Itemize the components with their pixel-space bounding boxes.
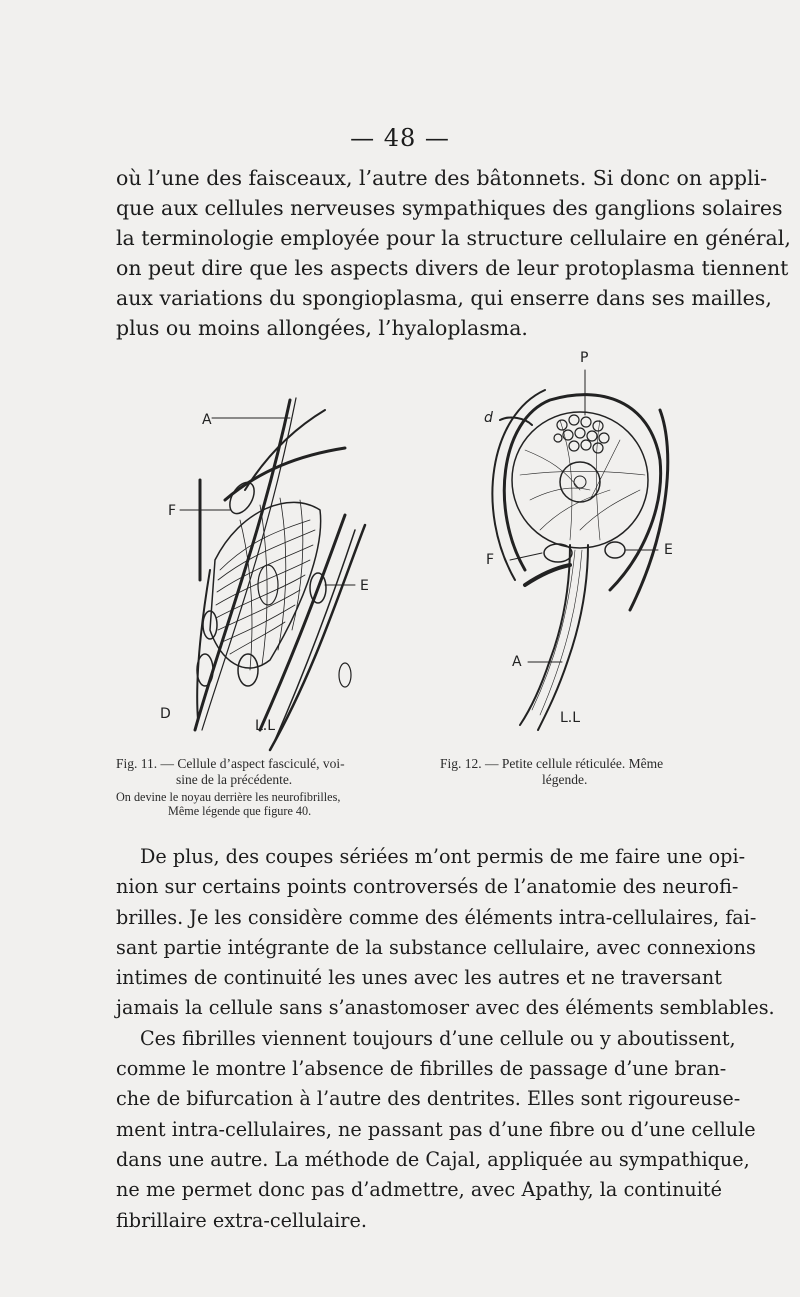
text-line: comme le montre l’absence de fibrilles de passage d’une bran- [116,1057,727,1081]
text-line: ne me permet donc pas d’admettre, avec Apathy, la continuité [116,1178,722,1202]
text-line: plus ou moins allongées, l’hyaloplasma. [116,316,528,340]
figure-11-caption [116,756,416,818]
caption-note: On devine le noyau derrière les neurofibrilles, [116,790,341,804]
label-ll: L.L [255,718,276,734]
caption-line: légende. [542,772,588,787]
label-d: d [484,410,493,426]
paragraph-bottom [116,842,775,1236]
text-line: jamais la cellule sans s’anastomoser avec des éléments semblables. [116,996,775,1020]
text-line: brilles. Je les considère comme des éléments intra-cellulaires, fai- [116,905,757,929]
figure-11-illustration [150,380,390,755]
text-line: sant partie intégrante de la substance cellulaire, avec connexions [116,935,756,959]
figure-12-caption [440,756,740,788]
text-line: fibrillaire extra-cellulaire. [116,1208,367,1232]
text-line: che de bifurcation à l’autre des dentrites. Elles sont rigoureuse- [116,1087,741,1111]
caption-note: Même légende que figure 40. [168,804,312,818]
label-e: E [360,578,369,594]
label-ll: L.L [560,710,581,726]
page-number: — 48 — [350,124,450,152]
label-d: D [160,706,171,722]
caption-line: Fig. 12. — Petite cellule réticulée. Même [440,756,664,771]
text-line: dans une autre. La méthode de Cajal, appliquée au sympathique, [116,1147,750,1171]
label-a: A [202,412,212,428]
fascicular-cell-drawing [150,380,390,755]
text-line: Ces fibrilles viennent toujours d’une cellule ou y aboutissent, [140,1026,736,1050]
text-line: que aux cellules nerveuses sympathiques des ganglions solaires [116,196,783,220]
caption-line: Fig. 11. — Cellule d’aspect fasciculé, voi- [116,756,345,771]
text-line: De plus, des coupes sériées m’ont permis de me faire une opi- [140,845,746,868]
text-line: nion sur certains points controversés de l’anatomie des neurofi- [116,875,739,899]
text-line: intimes de continuité les unes avec les autres et ne traversant [116,966,722,990]
label-e: E [664,542,673,558]
label-a: A [512,654,522,670]
label-p: P [580,350,589,366]
figure-12-illustration [470,340,700,740]
paragraph-top [116,163,791,343]
text-line: aux variations du spongioplasma, qui enserre dans ses mailles, [116,286,772,310]
text-line: on peut dire que les aspects divers de leur protoplasma tiennent [116,256,789,280]
text-line: où l’une des faisceaux, l’autre des bâtonnets. Si donc on appli- [116,166,768,190]
text-line: la terminologie employée pour la structure cellulaire en général, [116,226,791,250]
text-line: ment intra-cellulaires, ne passant pas d’une fibre ou d’une cellule [116,1117,756,1141]
reticulated-cell-drawing [470,340,700,740]
caption-line: sine de la précédente. [176,772,293,787]
label-f: F [168,503,177,519]
label-f: F [486,552,495,568]
